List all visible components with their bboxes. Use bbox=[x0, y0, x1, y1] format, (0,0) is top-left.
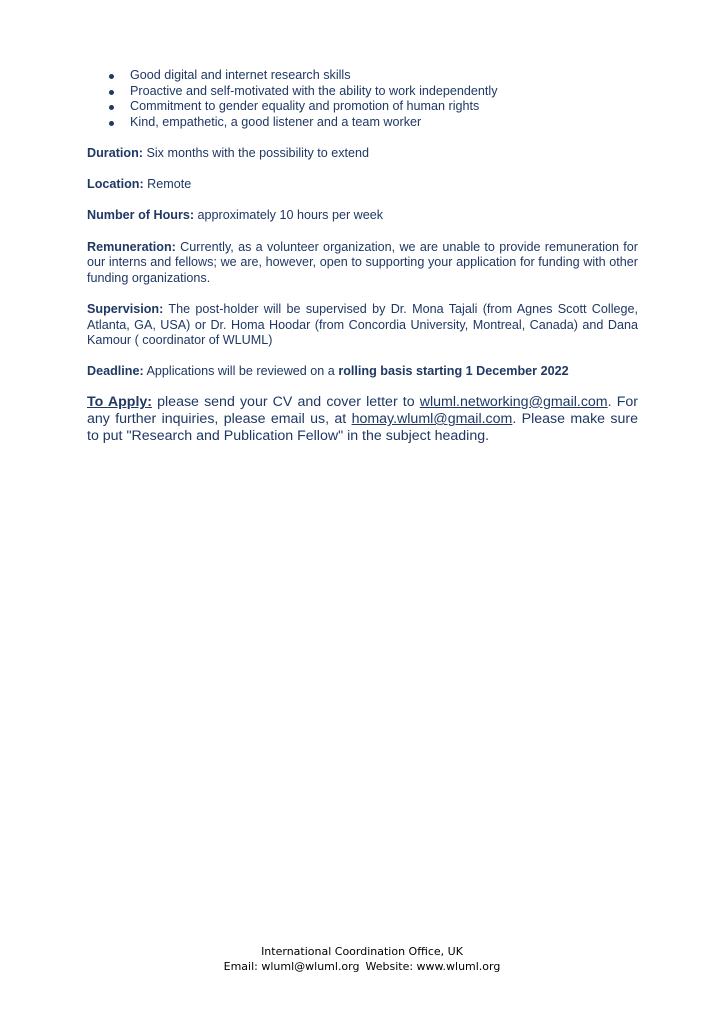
duration-label: Duration: bbox=[87, 145, 143, 160]
networking-email-link[interactable]: wluml.networking@gmail.com bbox=[419, 393, 608, 410]
list-item: Good digital and internet research skills bbox=[87, 68, 638, 84]
apply-paragraph: To Apply: please send your CV and cover letter to wluml.networking@gmail.com. For any further inquiries, please email us, at homay.wluml@gmail.com. Please make sure to put "Research and Publication Fellow" in the subject heading. bbox=[87, 393, 638, 445]
inquiries-email-link[interactable]: homay.wluml@gmail.com bbox=[351, 411, 513, 428]
hours-label: Number of Hours: bbox=[87, 208, 195, 223]
deadline-label: Deadline: bbox=[87, 364, 144, 379]
bullet-icon bbox=[109, 90, 114, 95]
bullet-icon bbox=[109, 121, 114, 126]
requirements-list bbox=[87, 68, 638, 130]
footer-email: Email: wluml@wluml.org bbox=[223, 960, 360, 973]
supervision-paragraph bbox=[87, 302, 638, 349]
deadline-date: rolling basis starting 1 December 2022 bbox=[338, 364, 569, 379]
hours-paragraph bbox=[87, 208, 638, 224]
hours-text: approximately 10 hours per week bbox=[194, 208, 384, 223]
location-label: Location: bbox=[87, 177, 144, 192]
page-footer bbox=[0, 944, 724, 974]
remuneration-text: Currently, as a volunteer organization, we are unable to provide remuneration for our interns and fellows; we are, however, open to supporting your application for funding with other funding organizations. bbox=[87, 239, 638, 285]
deadline-text: Applications will be reviewed on a bbox=[143, 364, 339, 379]
location-text: Remote bbox=[143, 177, 192, 192]
bullet-icon bbox=[109, 74, 114, 79]
supervision-label: Supervision: bbox=[87, 301, 164, 316]
remuneration-paragraph bbox=[87, 240, 638, 287]
remuneration-label: Remuneration: bbox=[87, 239, 176, 254]
deadline-paragraph bbox=[87, 364, 638, 380]
duration-text: Six months with the possibility to extend bbox=[142, 145, 370, 160]
duration-paragraph bbox=[87, 146, 638, 162]
bullet-icon bbox=[109, 105, 114, 110]
list-item: Kind, empathetic, a good listener and a team worker bbox=[87, 115, 638, 131]
document-body bbox=[87, 68, 638, 445]
footer-office: International Coordination Office, UK bbox=[261, 945, 463, 958]
list-item: Proactive and self-motivated with the ability to work independently bbox=[87, 84, 638, 100]
location-paragraph bbox=[87, 177, 638, 193]
list-item: Commitment to gender equality and promotion of human rights bbox=[87, 99, 638, 115]
footer-website: Website: www.wluml.org bbox=[365, 960, 501, 973]
footer-contact bbox=[0, 959, 724, 974]
supervision-text: The post-holder will be supervised by Dr. Mona Tajali (from Agnes Scott College, Atlanta, GA, USA) or Dr. Homa Hoodar (from Concordia University, Montreal, Canada) and Dana Kamour ( coordinator of WLUML) bbox=[87, 301, 638, 348]
apply-label: To Apply: bbox=[87, 393, 153, 410]
